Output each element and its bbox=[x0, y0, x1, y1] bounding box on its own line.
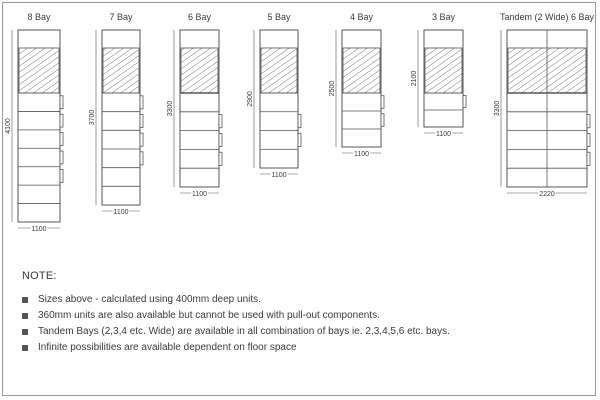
hatch-panel bbox=[103, 48, 139, 93]
width-dimension-label: 1100 bbox=[191, 191, 208, 198]
handle-mark bbox=[60, 96, 63, 109]
note-text: Tandem Bays (2,3,4 etc. Wide) are available in all combination of bays ie. 2,3,4,5,6 etc. bays. bbox=[38, 326, 450, 337]
handle-mark bbox=[140, 96, 143, 109]
handle-mark bbox=[381, 114, 384, 127]
handle-mark bbox=[463, 96, 466, 108]
width-dimension-label: 1100 bbox=[271, 172, 287, 179]
bay-title: 8 Bay bbox=[27, 12, 51, 22]
width-dimension-label: 1100 bbox=[353, 151, 370, 158]
handle-mark bbox=[381, 96, 384, 109]
height-dimension-label: 3700 bbox=[89, 109, 96, 126]
handle-mark bbox=[219, 115, 222, 128]
bay-title: 3 Bay bbox=[431, 12, 456, 22]
hatch-panel bbox=[19, 48, 59, 93]
handle-mark bbox=[60, 151, 63, 164]
bullet-icon bbox=[22, 297, 28, 303]
handle-mark bbox=[219, 152, 222, 165]
handle-mark bbox=[298, 133, 301, 146]
handle-mark bbox=[587, 152, 590, 165]
bullet-icon bbox=[22, 313, 28, 319]
height-dimension-label: 2900 bbox=[247, 91, 254, 107]
bay-title: 6 Bay bbox=[187, 12, 212, 22]
note-text: Infinite possibilities are available dependent on floor space bbox=[38, 342, 297, 353]
height-dimension-label: 3300 bbox=[494, 100, 501, 117]
bullet-icon bbox=[22, 345, 28, 351]
handle-mark bbox=[140, 152, 143, 165]
width-dimension-label: 1100 bbox=[113, 209, 129, 216]
handle-mark bbox=[587, 115, 590, 128]
handle-mark bbox=[587, 133, 590, 146]
bullet-icon bbox=[22, 329, 28, 335]
height-dimension-label: 2100 bbox=[411, 70, 418, 87]
handle-mark bbox=[298, 115, 301, 128]
bay-title: Tandem (2 Wide) 6 Bay bbox=[499, 12, 595, 22]
handle-mark bbox=[60, 133, 63, 146]
hatch-panel bbox=[181, 48, 218, 93]
handle-mark bbox=[219, 133, 222, 146]
handle-mark bbox=[140, 133, 143, 146]
bay-title: 5 Bay bbox=[267, 12, 291, 22]
note-item bbox=[22, 292, 450, 308]
note-text: 360mm units are also available but cannot be used with pull-out components. bbox=[38, 310, 380, 321]
height-dimension-label: 4100 bbox=[5, 118, 12, 134]
height-dimension-label: 2500 bbox=[329, 80, 336, 97]
handle-mark bbox=[140, 114, 143, 127]
note-text: Sizes above - calculated using 400mm deep units. bbox=[38, 294, 261, 305]
hatch-panel bbox=[343, 48, 380, 93]
height-dimension-label: 3300 bbox=[167, 100, 174, 117]
note-item bbox=[22, 308, 450, 324]
note-list bbox=[22, 292, 450, 356]
handle-mark bbox=[60, 114, 63, 127]
note-title: NOTE: bbox=[22, 270, 57, 282]
width-dimension-label: 2220 bbox=[539, 191, 555, 198]
hatch-panel bbox=[261, 48, 297, 93]
width-dimension-label: 1100 bbox=[435, 131, 452, 138]
handle-mark bbox=[60, 169, 63, 182]
bay-title: 7 Bay bbox=[109, 12, 133, 22]
bay-title: 4 Bay bbox=[349, 12, 374, 22]
note-item bbox=[22, 324, 450, 340]
width-dimension-label: 1100 bbox=[31, 226, 47, 233]
hatch-panel bbox=[425, 48, 462, 93]
note-item bbox=[22, 340, 450, 356]
